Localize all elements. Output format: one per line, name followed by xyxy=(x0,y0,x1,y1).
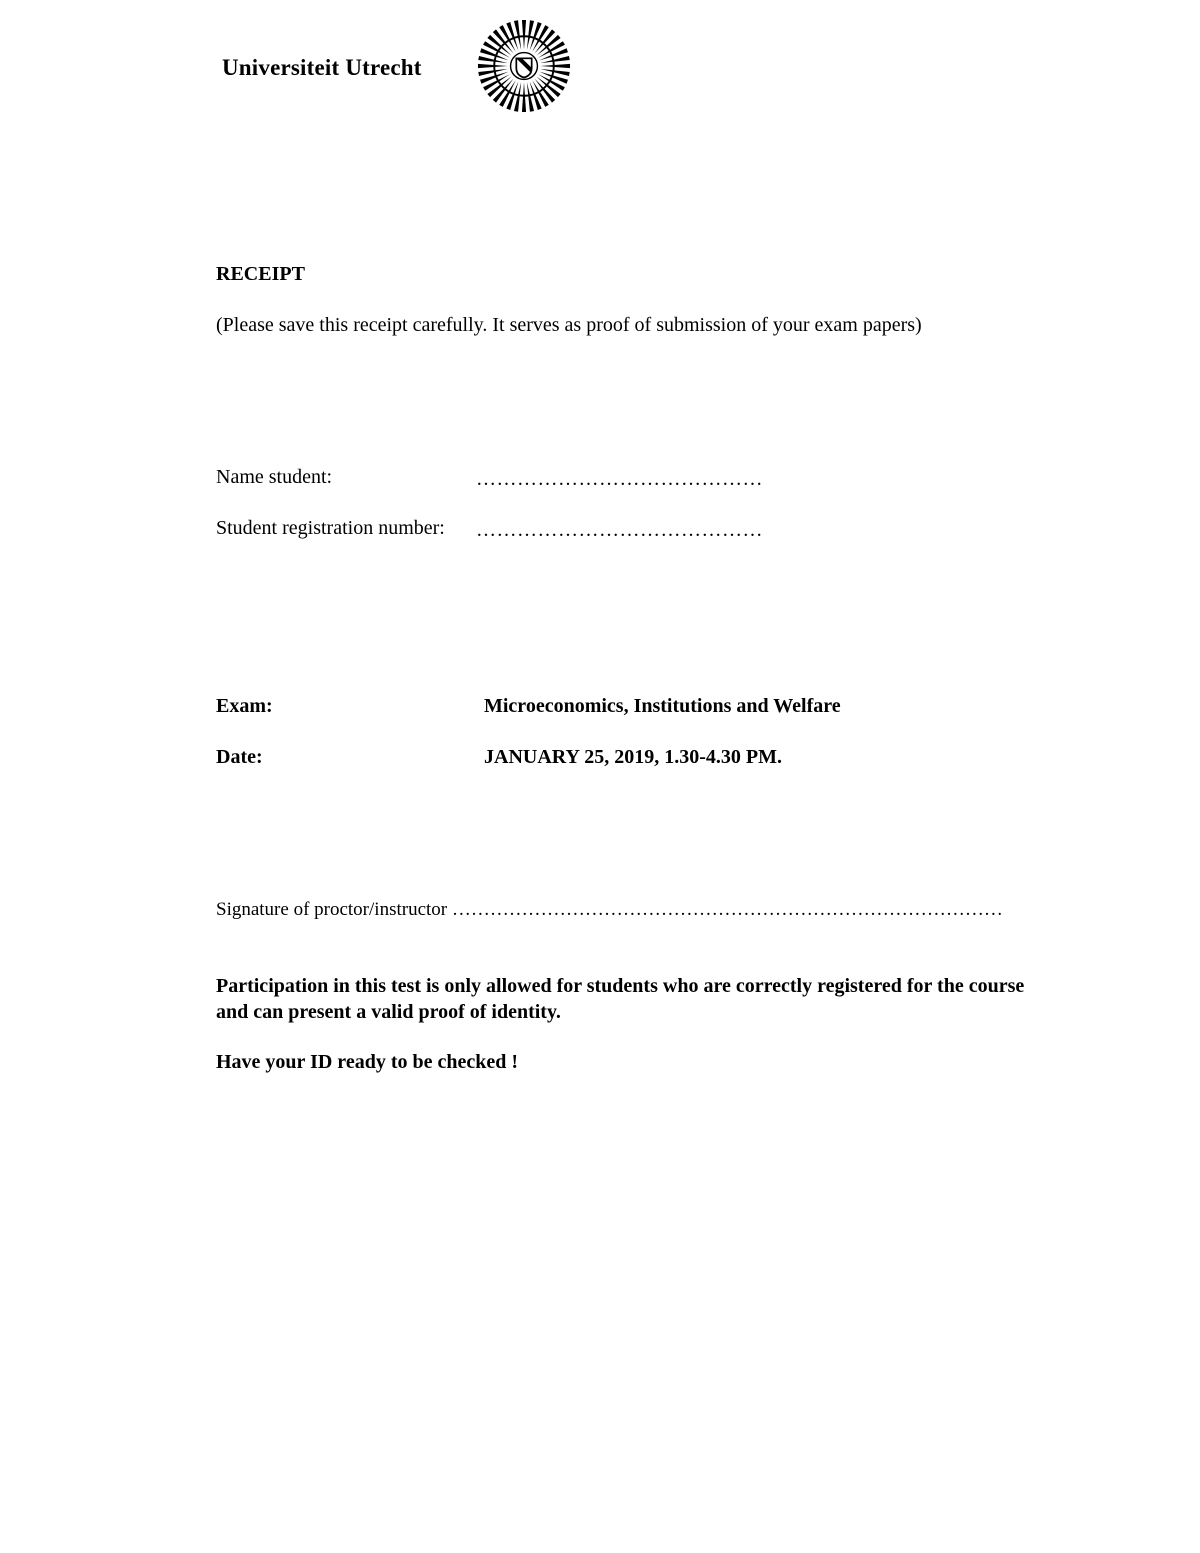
participation-notice: Participation in this test is only allowed for students who are correctly registered for the course and can present a valid proof of identity. xyxy=(216,975,1025,1023)
registration-number-blank: …………………………………… xyxy=(476,519,763,541)
university-seal-icon xyxy=(476,18,572,114)
signature-line: Signature of proctor/instructor …………………………………………………………………………… xyxy=(216,899,1003,920)
id-check-notice: Have your ID ready to be checked ! xyxy=(216,1051,519,1073)
receipt-title: RECEIPT xyxy=(216,263,305,285)
university-header xyxy=(222,18,582,118)
date-label: Date: xyxy=(216,746,263,768)
receipt-subtitle: (Please save this receipt carefully. It serves as proof of submission of your exam papers) xyxy=(216,314,922,336)
date-value: JANUARY 25, 2019, 1.30-4.30 PM. xyxy=(484,746,782,768)
exam-label: Exam: xyxy=(216,695,273,717)
name-student-blank: …………………………………… xyxy=(476,468,763,490)
registration-number-label: Student registration number: xyxy=(216,517,445,539)
university-name: Universiteit Utrecht xyxy=(222,55,422,80)
name-student-label: Name student: xyxy=(216,466,333,488)
exam-value: Microeconomics, Institutions and Welfare xyxy=(484,695,841,717)
